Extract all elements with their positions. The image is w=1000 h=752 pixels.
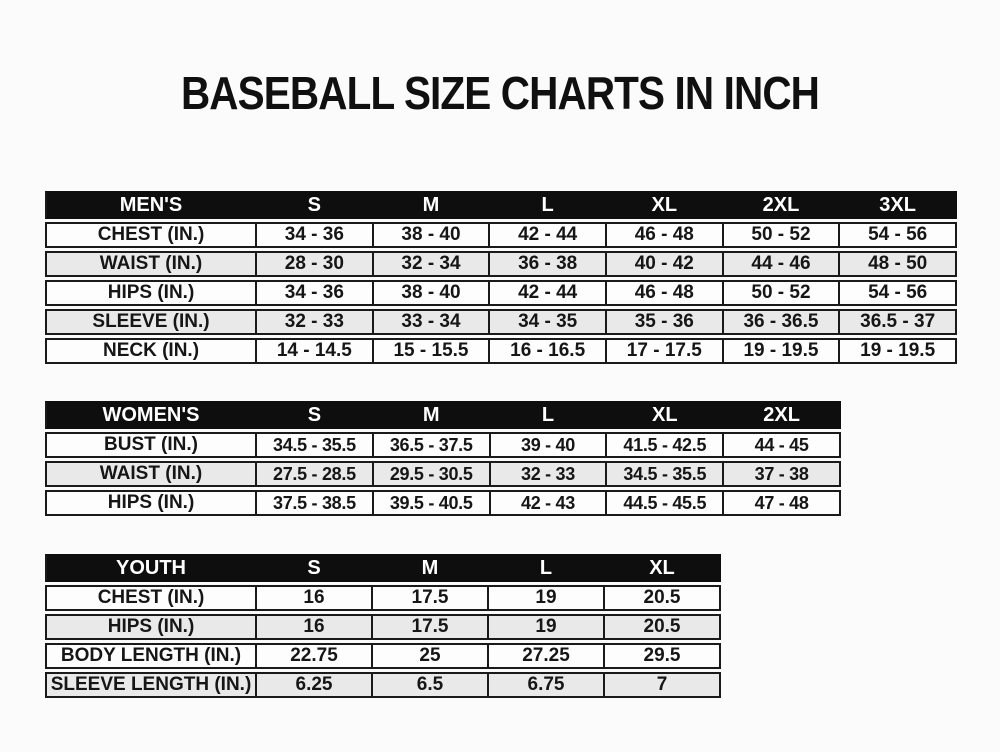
size-column-header: 3XL — [840, 191, 957, 219]
youth-header-row — [45, 554, 721, 582]
measurement-row — [45, 280, 957, 306]
measurement-label: HIPS (IN.) — [45, 614, 257, 640]
womens-header-row — [45, 401, 841, 429]
size-value: 42 - 43 — [491, 490, 608, 516]
size-value: 29.5 - 30.5 — [374, 461, 491, 487]
measurement-row — [45, 672, 721, 698]
measurement-label: BUST (IN.) — [45, 432, 257, 458]
size-column-header: L — [490, 191, 607, 219]
size-value: 40 - 42 — [607, 251, 724, 277]
size-value: 19 — [489, 614, 605, 640]
measurement-label: SLEEVE (IN.) — [45, 309, 257, 335]
size-value: 36.5 - 37.5 — [374, 432, 491, 458]
size-value: 37 - 38 — [724, 461, 841, 487]
size-value: 46 - 48 — [607, 280, 724, 306]
size-value: 39.5 - 40.5 — [374, 490, 491, 516]
size-value: 25 — [373, 643, 489, 669]
size-value: 20.5 — [605, 614, 721, 640]
size-column-header: 2XL — [724, 401, 841, 429]
measurement-row — [45, 338, 957, 364]
size-value: 50 - 52 — [724, 280, 841, 306]
size-value: 36 - 38 — [490, 251, 607, 277]
size-value: 34.5 - 35.5 — [607, 461, 724, 487]
mens-header-row — [45, 191, 957, 219]
size-value: 16 - 16.5 — [490, 338, 607, 364]
size-column-header: L — [491, 401, 608, 429]
size-value: 32 - 34 — [374, 251, 491, 277]
size-value: 17 - 17.5 — [607, 338, 724, 364]
measurement-label: WAIST (IN.) — [45, 461, 257, 487]
size-column-header: S — [257, 191, 374, 219]
measurement-row — [45, 222, 957, 248]
size-value: 17.5 — [373, 614, 489, 640]
size-value: 36.5 - 37 — [840, 309, 957, 335]
size-value: 6.5 — [373, 672, 489, 698]
size-value: 27.25 — [489, 643, 605, 669]
size-value: 16 — [257, 614, 373, 640]
measurement-row — [45, 490, 841, 516]
size-value: 38 - 40 — [374, 280, 491, 306]
measurement-label: SLEEVE LENGTH (IN.) — [45, 672, 257, 698]
size-value: 42 - 44 — [490, 280, 607, 306]
size-column-header: M — [374, 191, 491, 219]
size-value: 7 — [605, 672, 721, 698]
size-value: 34 - 36 — [257, 280, 374, 306]
size-value: 46 - 48 — [607, 222, 724, 248]
size-value: 39 - 40 — [491, 432, 608, 458]
youth-size-table — [45, 551, 721, 701]
size-value: 44 - 46 — [724, 251, 841, 277]
size-value: 42 - 44 — [490, 222, 607, 248]
size-value: 29.5 — [605, 643, 721, 669]
measurement-row — [45, 432, 841, 458]
size-value: 50 - 52 — [724, 222, 841, 248]
youth-table-title-cell: YOUTH — [45, 554, 257, 582]
mens-table-title-cell: MEN'S — [45, 191, 257, 219]
page-title: BASEBALL SIZE CHARTS IN INCH — [180, 67, 820, 119]
measurement-row — [45, 643, 721, 669]
size-value: 41.5 - 42.5 — [607, 432, 724, 458]
size-value: 44.5 - 45.5 — [607, 490, 724, 516]
womens-size-table — [45, 398, 841, 519]
size-value: 6.25 — [257, 672, 373, 698]
size-value: 35 - 36 — [607, 309, 724, 335]
size-column-header: L — [489, 554, 605, 582]
size-column-header: S — [257, 401, 374, 429]
mens-size-table — [45, 188, 957, 367]
size-column-header: XL — [607, 401, 724, 429]
measurement-label: HIPS (IN.) — [45, 280, 257, 306]
size-value: 54 - 56 — [840, 280, 957, 306]
measurement-label: CHEST (IN.) — [45, 585, 257, 611]
size-value: 16 — [257, 585, 373, 611]
size-value: 34 - 36 — [257, 222, 374, 248]
size-value: 38 - 40 — [374, 222, 491, 248]
size-value: 15 - 15.5 — [374, 338, 491, 364]
size-value: 36 - 36.5 — [724, 309, 841, 335]
measurement-row — [45, 614, 721, 640]
size-column-header: M — [374, 401, 491, 429]
womens-table-title-cell: WOMEN'S — [45, 401, 257, 429]
size-column-header: S — [257, 554, 373, 582]
size-column-header: XL — [605, 554, 721, 582]
measurement-row — [45, 461, 841, 487]
size-value: 34 - 35 — [490, 309, 607, 335]
size-value: 28 - 30 — [257, 251, 374, 277]
size-value: 19 - 19.5 — [840, 338, 957, 364]
size-value: 32 - 33 — [257, 309, 374, 335]
measurement-label: NECK (IN.) — [45, 338, 257, 364]
size-value: 32 - 33 — [491, 461, 608, 487]
size-value: 19 - 19.5 — [724, 338, 841, 364]
size-column-header: 2XL — [724, 191, 841, 219]
size-value: 54 - 56 — [840, 222, 957, 248]
measurement-label: WAIST (IN.) — [45, 251, 257, 277]
size-value: 34.5 - 35.5 — [257, 432, 374, 458]
size-value: 33 - 34 — [374, 309, 491, 335]
measurement-label: CHEST (IN.) — [45, 222, 257, 248]
size-value: 27.5 - 28.5 — [257, 461, 374, 487]
size-value: 14 - 14.5 — [257, 338, 374, 364]
measurement-label: HIPS (IN.) — [45, 490, 257, 516]
size-value: 22.75 — [257, 643, 373, 669]
size-value: 44 - 45 — [724, 432, 841, 458]
size-value: 19 — [489, 585, 605, 611]
size-column-header: XL — [607, 191, 724, 219]
size-value: 48 - 50 — [840, 251, 957, 277]
measurement-row — [45, 585, 721, 611]
measurement-row — [45, 251, 957, 277]
measurement-label: BODY LENGTH (IN.) — [45, 643, 257, 669]
measurement-row — [45, 309, 957, 335]
size-value: 37.5 - 38.5 — [257, 490, 374, 516]
size-value: 17.5 — [373, 585, 489, 611]
size-value: 6.75 — [489, 672, 605, 698]
size-column-header: M — [373, 554, 489, 582]
size-value: 20.5 — [605, 585, 721, 611]
size-value: 47 - 48 — [724, 490, 841, 516]
